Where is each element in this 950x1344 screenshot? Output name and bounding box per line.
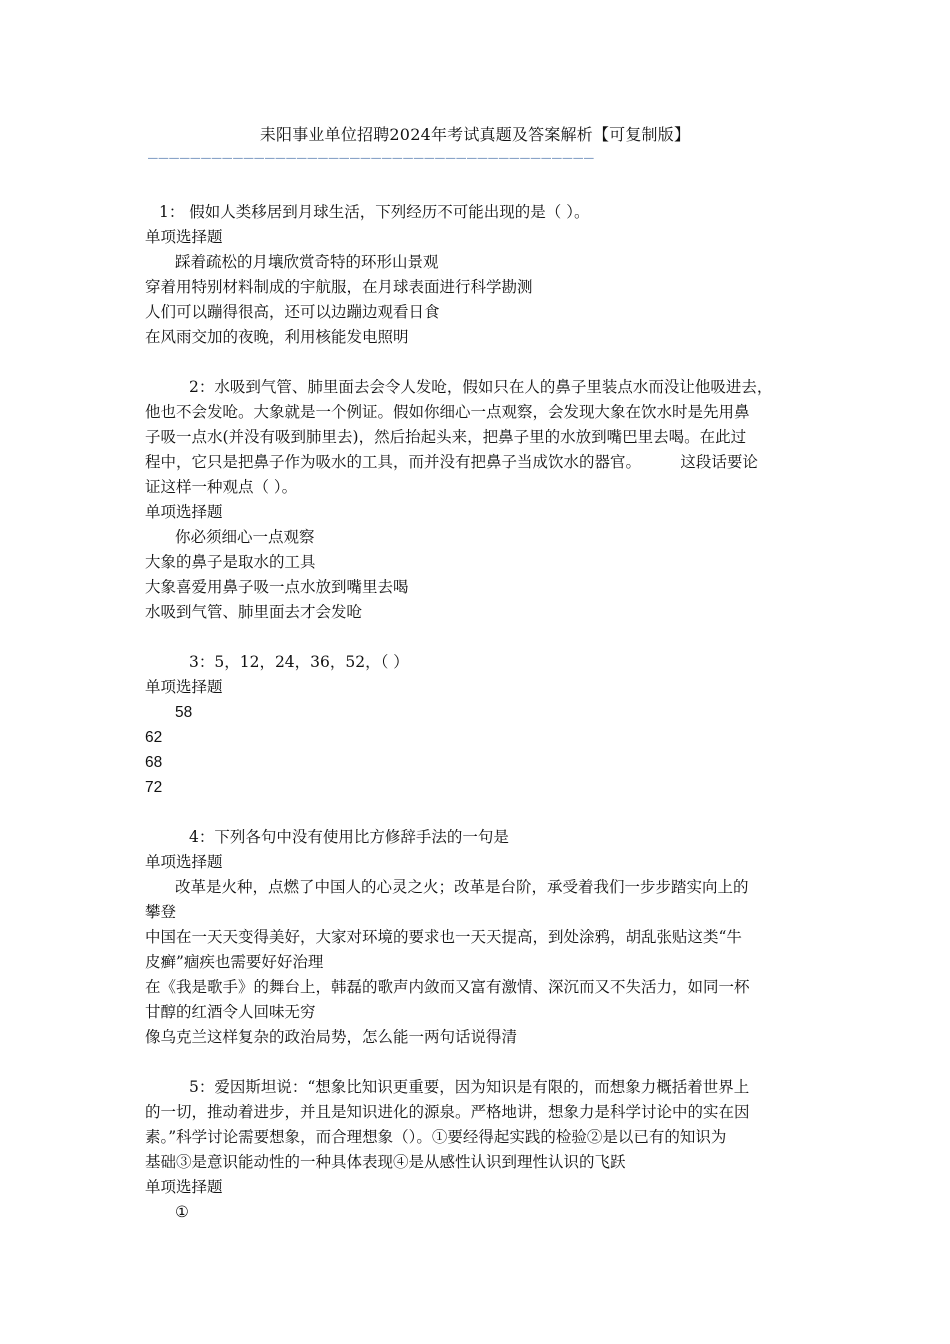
option-d: 水吸到气管、肺里面去才会发呛 xyxy=(145,603,363,621)
option-c: 68 xyxy=(145,754,163,771)
document-body xyxy=(145,200,813,1225)
option-a: 58 xyxy=(175,704,193,721)
option-d: 72 xyxy=(145,779,163,796)
question-type: 单项选择题 xyxy=(145,503,223,521)
question-type: 单项选择题 xyxy=(145,678,223,696)
question-stem-line: 子吸一点水(并没有吸到肺里去)，然后抬起头来，把鼻子里的水放到嘴巴里去喝。在此过 xyxy=(145,428,747,446)
question-stem: 5：爱因斯坦说：“想象比知识更重要，因为知识是有限的，而想象力概括着世界上 xyxy=(189,1078,750,1096)
option-a: 改革是火种，点燃了中国人的心灵之火；改革是台阶，承受着我们一步步踏实向上的 xyxy=(175,878,749,896)
option-c: 大象喜爱用鼻子吸一点水放到嘴里去喝 xyxy=(145,578,409,596)
question-stem-line: 基础③是意识能动性的一种具体表现④是从感性认识到理性认识的飞跃 xyxy=(145,1153,626,1171)
option-c: 在《我是歌手》的舞台上，韩磊的歌声内敛而又富有激情、深沉而又不失活力，如同一杯 xyxy=(145,978,750,996)
question-stem-line: 程中，它只是把鼻子作为吸水的工具，而并没有把鼻子当成饮水的器官。 这段话要论 xyxy=(145,453,758,471)
page-title: 耒阳事业单位招聘2024年考试真题及答案解析【可复制版】 xyxy=(259,125,691,144)
question-stem-line: 的一切，推动着进步，并且是知识进化的源泉。严格地讲，想象力是科学讨论中的实在因 xyxy=(145,1103,750,1121)
option-a-continued: 攀登 xyxy=(145,903,177,921)
option-a: 踩着疏松的月壤欣赏奇特的环形山景观 xyxy=(175,253,439,271)
question-1 xyxy=(145,200,813,350)
question-3 xyxy=(145,650,813,800)
option-c: 人们可以蹦得很高，还可以边蹦边观看日食 xyxy=(145,303,440,321)
question-type: 单项选择题 xyxy=(145,853,223,871)
option-b: 大象的鼻子是取水的工具 xyxy=(145,553,316,571)
question-stem: 3：5，12，24，36，52，（ ） xyxy=(189,653,409,671)
question-type: 单项选择题 xyxy=(145,228,223,246)
option-d: 像乌克兰这样复杂的政治局势，怎么能一两句话说得清 xyxy=(145,1028,518,1046)
question-stem-line: 素。”科学讨论需要想象，而合理想象（）。①要经得起实践的检验②是以已有的知识为 xyxy=(145,1128,727,1146)
option-b: 62 xyxy=(145,729,163,746)
title-divider: —————————————————————————————————————————— xyxy=(148,148,595,167)
option-b-continued: 皮癣”痼疾也需要好好治理 xyxy=(145,953,324,971)
option-c-continued: 甘醇的红酒令人回味无穷 xyxy=(145,1003,316,1021)
question-4 xyxy=(145,825,813,1050)
question-stem: 2：水吸到气管、肺里面去会令人发呛，假如只在人的鼻子里装点水而没让他吸进去， xyxy=(189,378,773,396)
question-stem-line: 他也不会发呛。大象就是一个例证。假如你细心一点观察，会发现大象在饮水时是先用鼻 xyxy=(145,403,750,421)
option-b: 中国在一天天变得美好，大家对环境的要求也一天天提高，到处涂鸦，胡乱张贴这类“牛 xyxy=(145,928,742,946)
option-a: ① xyxy=(175,1203,189,1221)
option-b: 穿着用特别材料制成的宇航服，在月球表面进行科学勘测 xyxy=(145,278,533,296)
question-stem: 4：下列各句中没有使用比方修辞手法的一句是 xyxy=(189,828,509,846)
question-5 xyxy=(145,1075,813,1225)
question-2 xyxy=(145,375,813,625)
option-d: 在风雨交加的夜晚，利用核能发电照明 xyxy=(145,328,409,346)
question-type: 单项选择题 xyxy=(145,1178,223,1196)
question-stem-line: 证这样一种观点（ ）。 xyxy=(145,478,298,496)
question-stem: 1： 假如人类移居到月球生活，下列经历不可能出现的是（ ）。 xyxy=(159,203,590,221)
option-a: 你必须细心一点观察 xyxy=(175,528,315,546)
